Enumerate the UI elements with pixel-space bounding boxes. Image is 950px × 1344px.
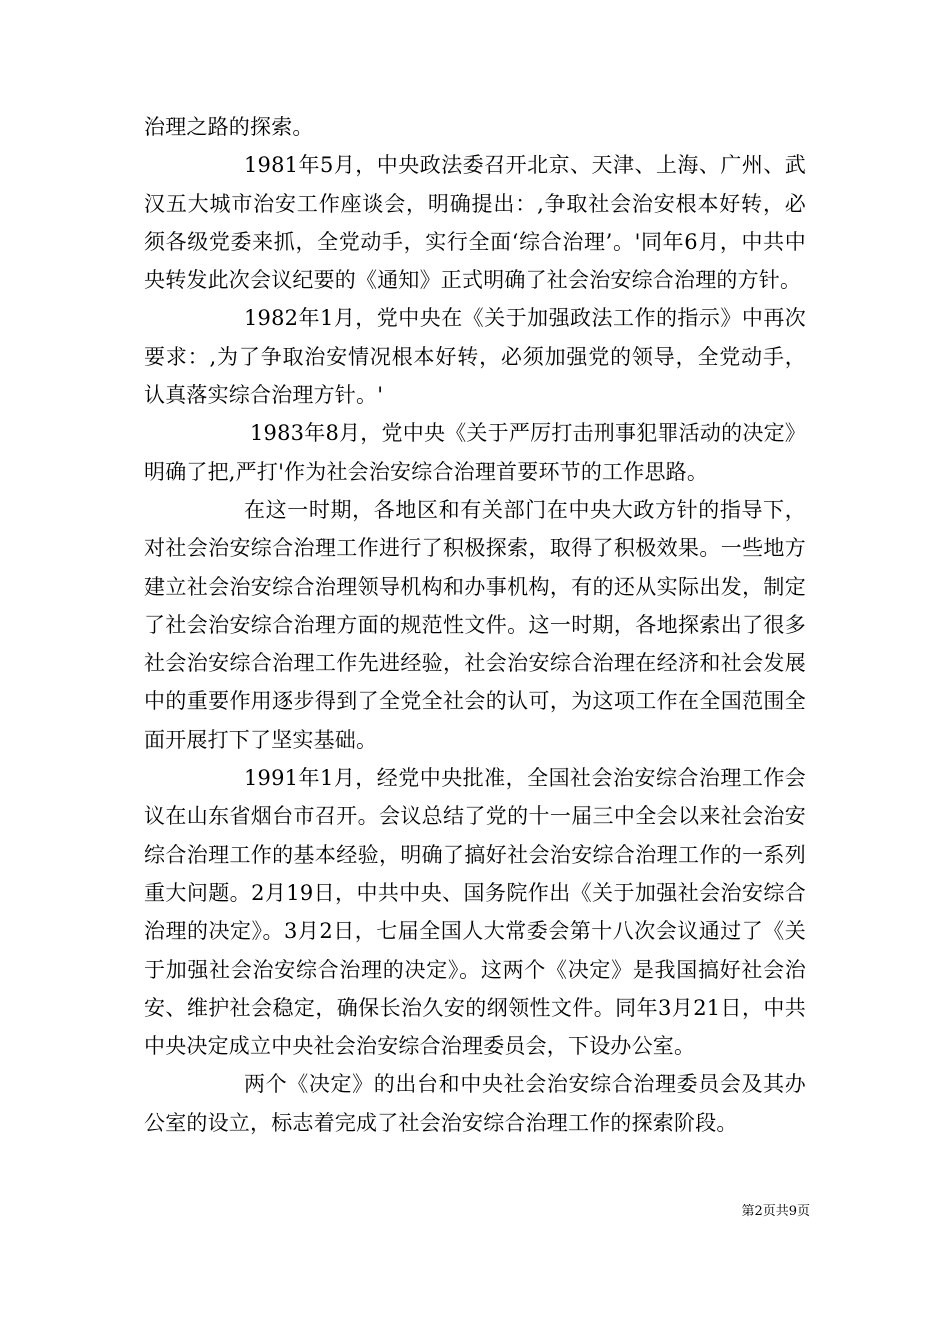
paragraph-continuation: 治理之路的探索。 bbox=[144, 115, 314, 139]
paragraph-exploration-period: 在这一时期，各地区和有关部门在中央大政方针的指导下，对社会治安综合治理工作进行了积极探索，取得了积极效果。一些地方建立社会治安综合治理领导机构和办事机构，有的还从实际出发，制定了社会治安综合治理方面的规范性文件。这一时期，各地探索出了很多社会治安综合治理工作先进经验，社会治安综合治理在经济和社会发展中的重要作用逐步得到了全党全社会的认可，为这项工作在全国范围全面开展打下了坚实基础。 bbox=[144, 497, 806, 752]
paragraph-1991: 1991年1月，经党中央批准，全国社会治安综合治理工作会议在山东省烟台市召开。会议总结了党的十一届三中全会以来社会治安综合治理工作的基本经验，明确了搞好社会治安综合治理工作的一系列重大问题。2月19日，中共中央、国务院作出《关于加强社会治安综合治理的决定》。3月2日，七届全国人大常委会第十八次会议通过了《关于加强社会治安综合治理的决定》。这两个《决定》是我国搞好社会治安、维护社会稳定，确保长治久安的纲领性文件。同年3月21日，中共中央决定成立中央社会治安综合治理委员会，下设办公室。 bbox=[144, 766, 806, 1059]
paragraph-conclusion: 两个《决定》的出台和中央社会治安综合治理委员会及其办公室的设立，标志着完成了社会治安综合治理工作的探索阶段。 bbox=[144, 1072, 806, 1135]
page-number: 第2页共9页 bbox=[741, 1204, 810, 1219]
paragraph-1983: 1983年8月，党中央《关于严厉打击刑事犯罪活动的决定》明确了把,严打'作为社会治安综合治理首要环节的工作思路。 bbox=[144, 421, 806, 484]
paragraph-1981: 1981年5月，中央政法委召开北京、天津、上海、广州、武汉五大城市治安工作座谈会，明确提出：,争取社会治安根本好转，必须各级党委来抓，全党动手，实行全面‘综合治理’。'同年6月，中共中央转发此次会议纪要的《通知》正式明确了社会治安综合治理的方针。 bbox=[144, 153, 806, 293]
paragraph-1982: 1982年1月，党中央在《关于加强政法工作的指示》中再次要求：,为了争取治安情况根本好转，必须加强党的领导，全党动手，认真落实综合治理方针。' bbox=[144, 306, 806, 408]
document-body bbox=[144, 108, 806, 1142]
